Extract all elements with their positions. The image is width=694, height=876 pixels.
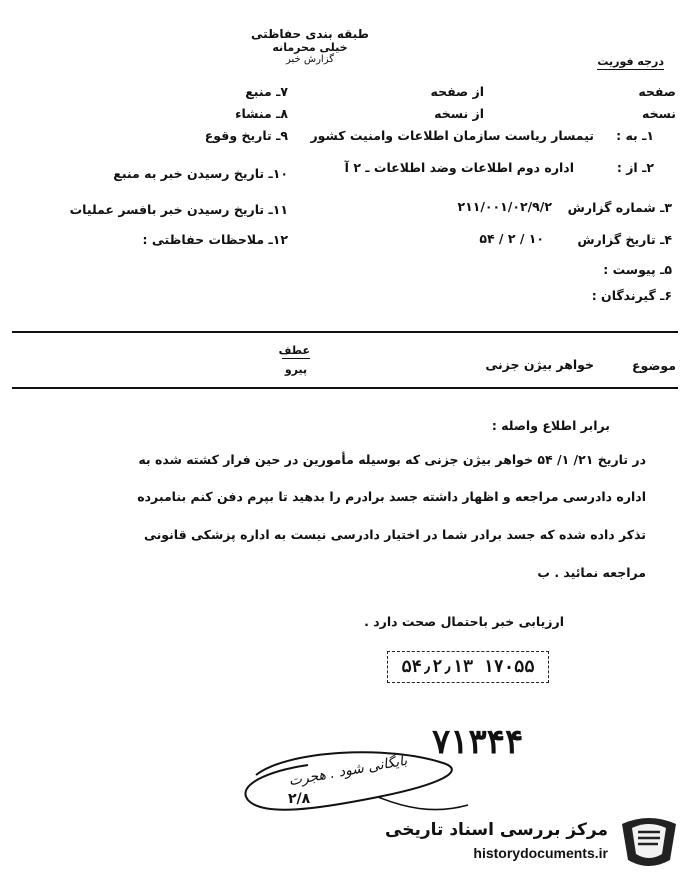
report-number-value: ۲۱۱/۰۰۱/۰۲/۹/۲ (457, 199, 552, 214)
report-date-label: ۴ـ تاریخ گزارش (577, 232, 672, 247)
subject-label: موضوع (631, 358, 676, 373)
body-line: تذکر داده شده که جسد برادر شما در اختیار دادرسی نیست به اداره پزشکی قانونی (143, 527, 646, 542)
classification-line2: خیلی محرمانه (272, 40, 348, 54)
body-line: مراجعه نمائید . ب (537, 565, 646, 580)
watermark (385, 812, 686, 872)
signature-number: ۲/۸ (288, 791, 311, 807)
classification-stamp (250, 28, 370, 66)
header-divider (12, 331, 678, 333)
reference-label: عطف (278, 344, 310, 357)
classification-line1: طبقه بندی حفاظتی (251, 27, 369, 41)
officer-receipt-date-label: ۱۱ـ تاریخ رسیدن خبر بافسر عملیات (69, 202, 288, 217)
security-notes-label: ۱۲ـ ملاحظات حفاظتی : (142, 232, 288, 247)
origin-label: ۸ـ منشاء (235, 106, 288, 121)
source-label: ۷ـ منبع (245, 84, 288, 99)
follow-up-label: پیرو (284, 363, 308, 376)
attachment-label: ۵ـ پیوست : (603, 262, 672, 277)
file-number: ۷۱۳۴۴ (432, 722, 524, 762)
body-line: اداره دادرسی مراجعه و اظهار داشته جسد برادرم را بدهید تا بپرم دفن کنم بنامبرده (137, 489, 646, 504)
from-label: ۲ـ از : (616, 160, 654, 175)
body-line: در تاریخ ۲۱/ ۱/ ۵۴ خواهر بیژن جزنی که بوسیله مأمورین در حین فرار کشته شده به (138, 452, 646, 467)
body-line: برابر اطلاع واصله : (491, 418, 610, 433)
subject-text: خواهر بیژن جزنی (485, 357, 594, 372)
subject-divider (12, 387, 678, 389)
report-date-value: ۵۴ / ۲ / ۱۰ (479, 231, 544, 246)
classification-line3: گزارش خبر (286, 54, 334, 66)
page-label: صفحه (638, 84, 676, 99)
recipients-label: ۶ـ گیرندگان : (591, 288, 672, 303)
archive-logo-icon (618, 814, 680, 870)
occurrence-date-label: ۹ـ تاریخ وقوع (204, 128, 288, 143)
received-number-stamp: ۵۴٫۲٫۱۳ ۱۷۰۵۵ (387, 651, 549, 683)
of-copies-label: از نسخه (434, 106, 484, 121)
reference-box (278, 344, 310, 376)
to-value: تیمسار ریاست سازمان اطلاعات وامنیت کشور (310, 128, 594, 143)
evaluation-line: ارزیابی خبر باحتمال صحت دارد . (364, 614, 564, 629)
watermark-site: historydocuments.ir (473, 845, 608, 861)
source-receipt-date-label: ۱۰ـ تاریخ رسیدن خبر به منبع (113, 166, 288, 181)
to-label: ۱ـ به : (616, 128, 654, 143)
watermark-title: مرکز بررسی اسناد تاریخی (385, 820, 608, 840)
precedence-label: درجه فوریت (597, 55, 664, 68)
from-page-label: از صفحه (430, 84, 484, 99)
signature-text: بایگانی شود . هجرت (287, 752, 409, 790)
report-number-label: ۳ـ شماره گزارش (567, 200, 672, 215)
copy-label: نسخه (641, 106, 676, 121)
from-value: اداره دوم اطلاعات وضد اطلاعات ـ ۲ آ (344, 160, 574, 175)
